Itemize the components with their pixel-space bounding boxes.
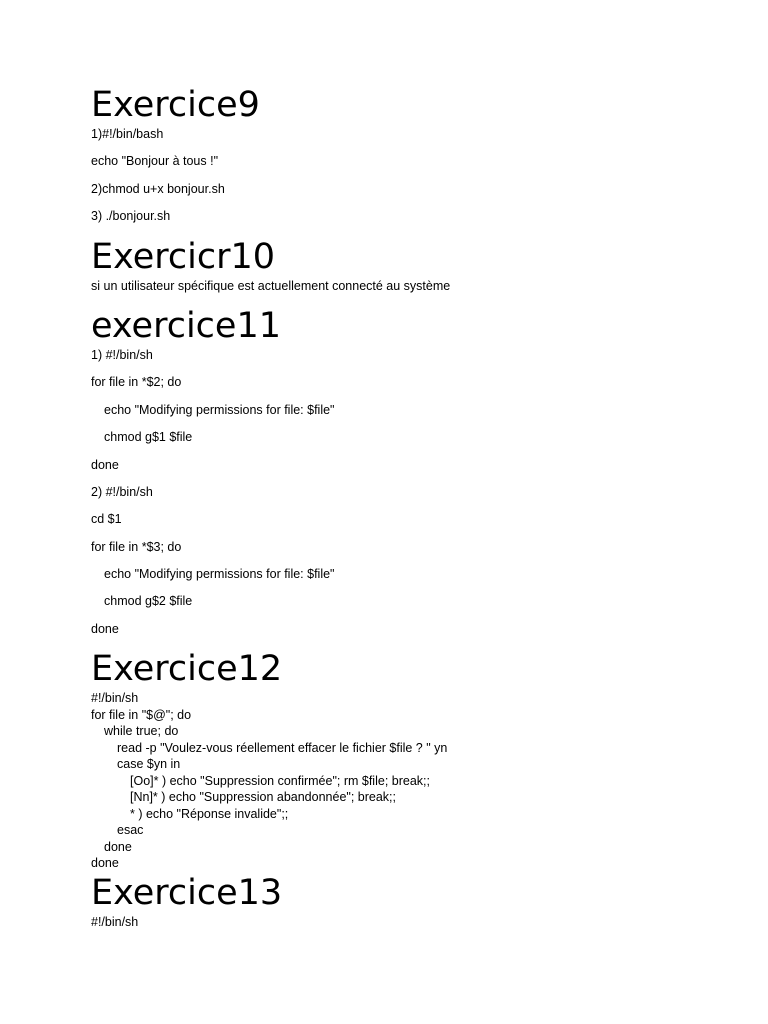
heading-exercice12: Exercice12 — [91, 649, 283, 690]
ex12-line-1: #!/bin/sh — [91, 691, 139, 706]
document-content — [91, 84, 731, 930]
ex12-line-5: case $yn in — [117, 757, 181, 772]
ex12-line-10: done — [104, 839, 132, 854]
heading-exercice9: Exercice9 — [91, 85, 260, 125]
heading-exercice11: exercice11 — [91, 305, 281, 346]
ex11-line-4: chmod g$1 $file — [104, 430, 193, 445]
ex11-line-10: chmod g$2 $file — [104, 594, 193, 609]
ex12-line-3: while true; do — [104, 724, 179, 739]
ex11-line-2: for file in *$2; do — [91, 375, 182, 390]
ex13-line-1: #!/bin/sh — [91, 914, 139, 929]
ex11-line-11: done — [91, 621, 119, 636]
ex11-line-5: done — [91, 457, 119, 472]
ex12-line-9: esac — [117, 823, 144, 838]
heading-exercice13: Exercice13 — [91, 872, 283, 913]
ex11-line-3: echo "Modifying permissions for file: $file" — [104, 402, 335, 417]
ex12-line-8: * ) echo "Réponse invalide";; — [130, 806, 289, 821]
ex12-line-4: read -p "Voulez-vous réellement effacer le fichier $file ? " yn — [117, 740, 448, 755]
ex9-line-2: echo "Bonjour à tous !" — [91, 154, 219, 169]
ex10-line-1: si un utilisateur spécifique est actuellement connecté au système — [91, 278, 451, 293]
ex11-line-8: for file in *$3; do — [91, 539, 182, 554]
ex9-line-1: 1)#!/bin/bash — [91, 127, 164, 141]
heading-exercicr10: Exercicr10 — [91, 236, 276, 277]
ex9-line-3: 2)chmod u+x bonjour.sh — [91, 181, 225, 196]
ex11-line-7: cd $1 — [91, 512, 122, 527]
ex12-line-2: for file in "$@"; do — [91, 707, 192, 722]
ex11-line-1: 1) #!/bin/sh — [91, 347, 153, 362]
ex11-line-6: 2) #!/bin/sh — [91, 484, 153, 499]
ex11-line-9: echo "Modifying permissions for file: $file" — [104, 567, 335, 582]
ex9-line-4: 3) ./bonjour.sh — [91, 209, 171, 224]
ex12-line-7: [Nn]* ) echo "Suppression abandonnée"; break;; — [130, 790, 396, 805]
ex12-line-6: [Oo]* ) echo "Suppression confirmée"; rm $file; break;; — [130, 773, 430, 788]
ex12-line-11: done — [91, 856, 119, 871]
